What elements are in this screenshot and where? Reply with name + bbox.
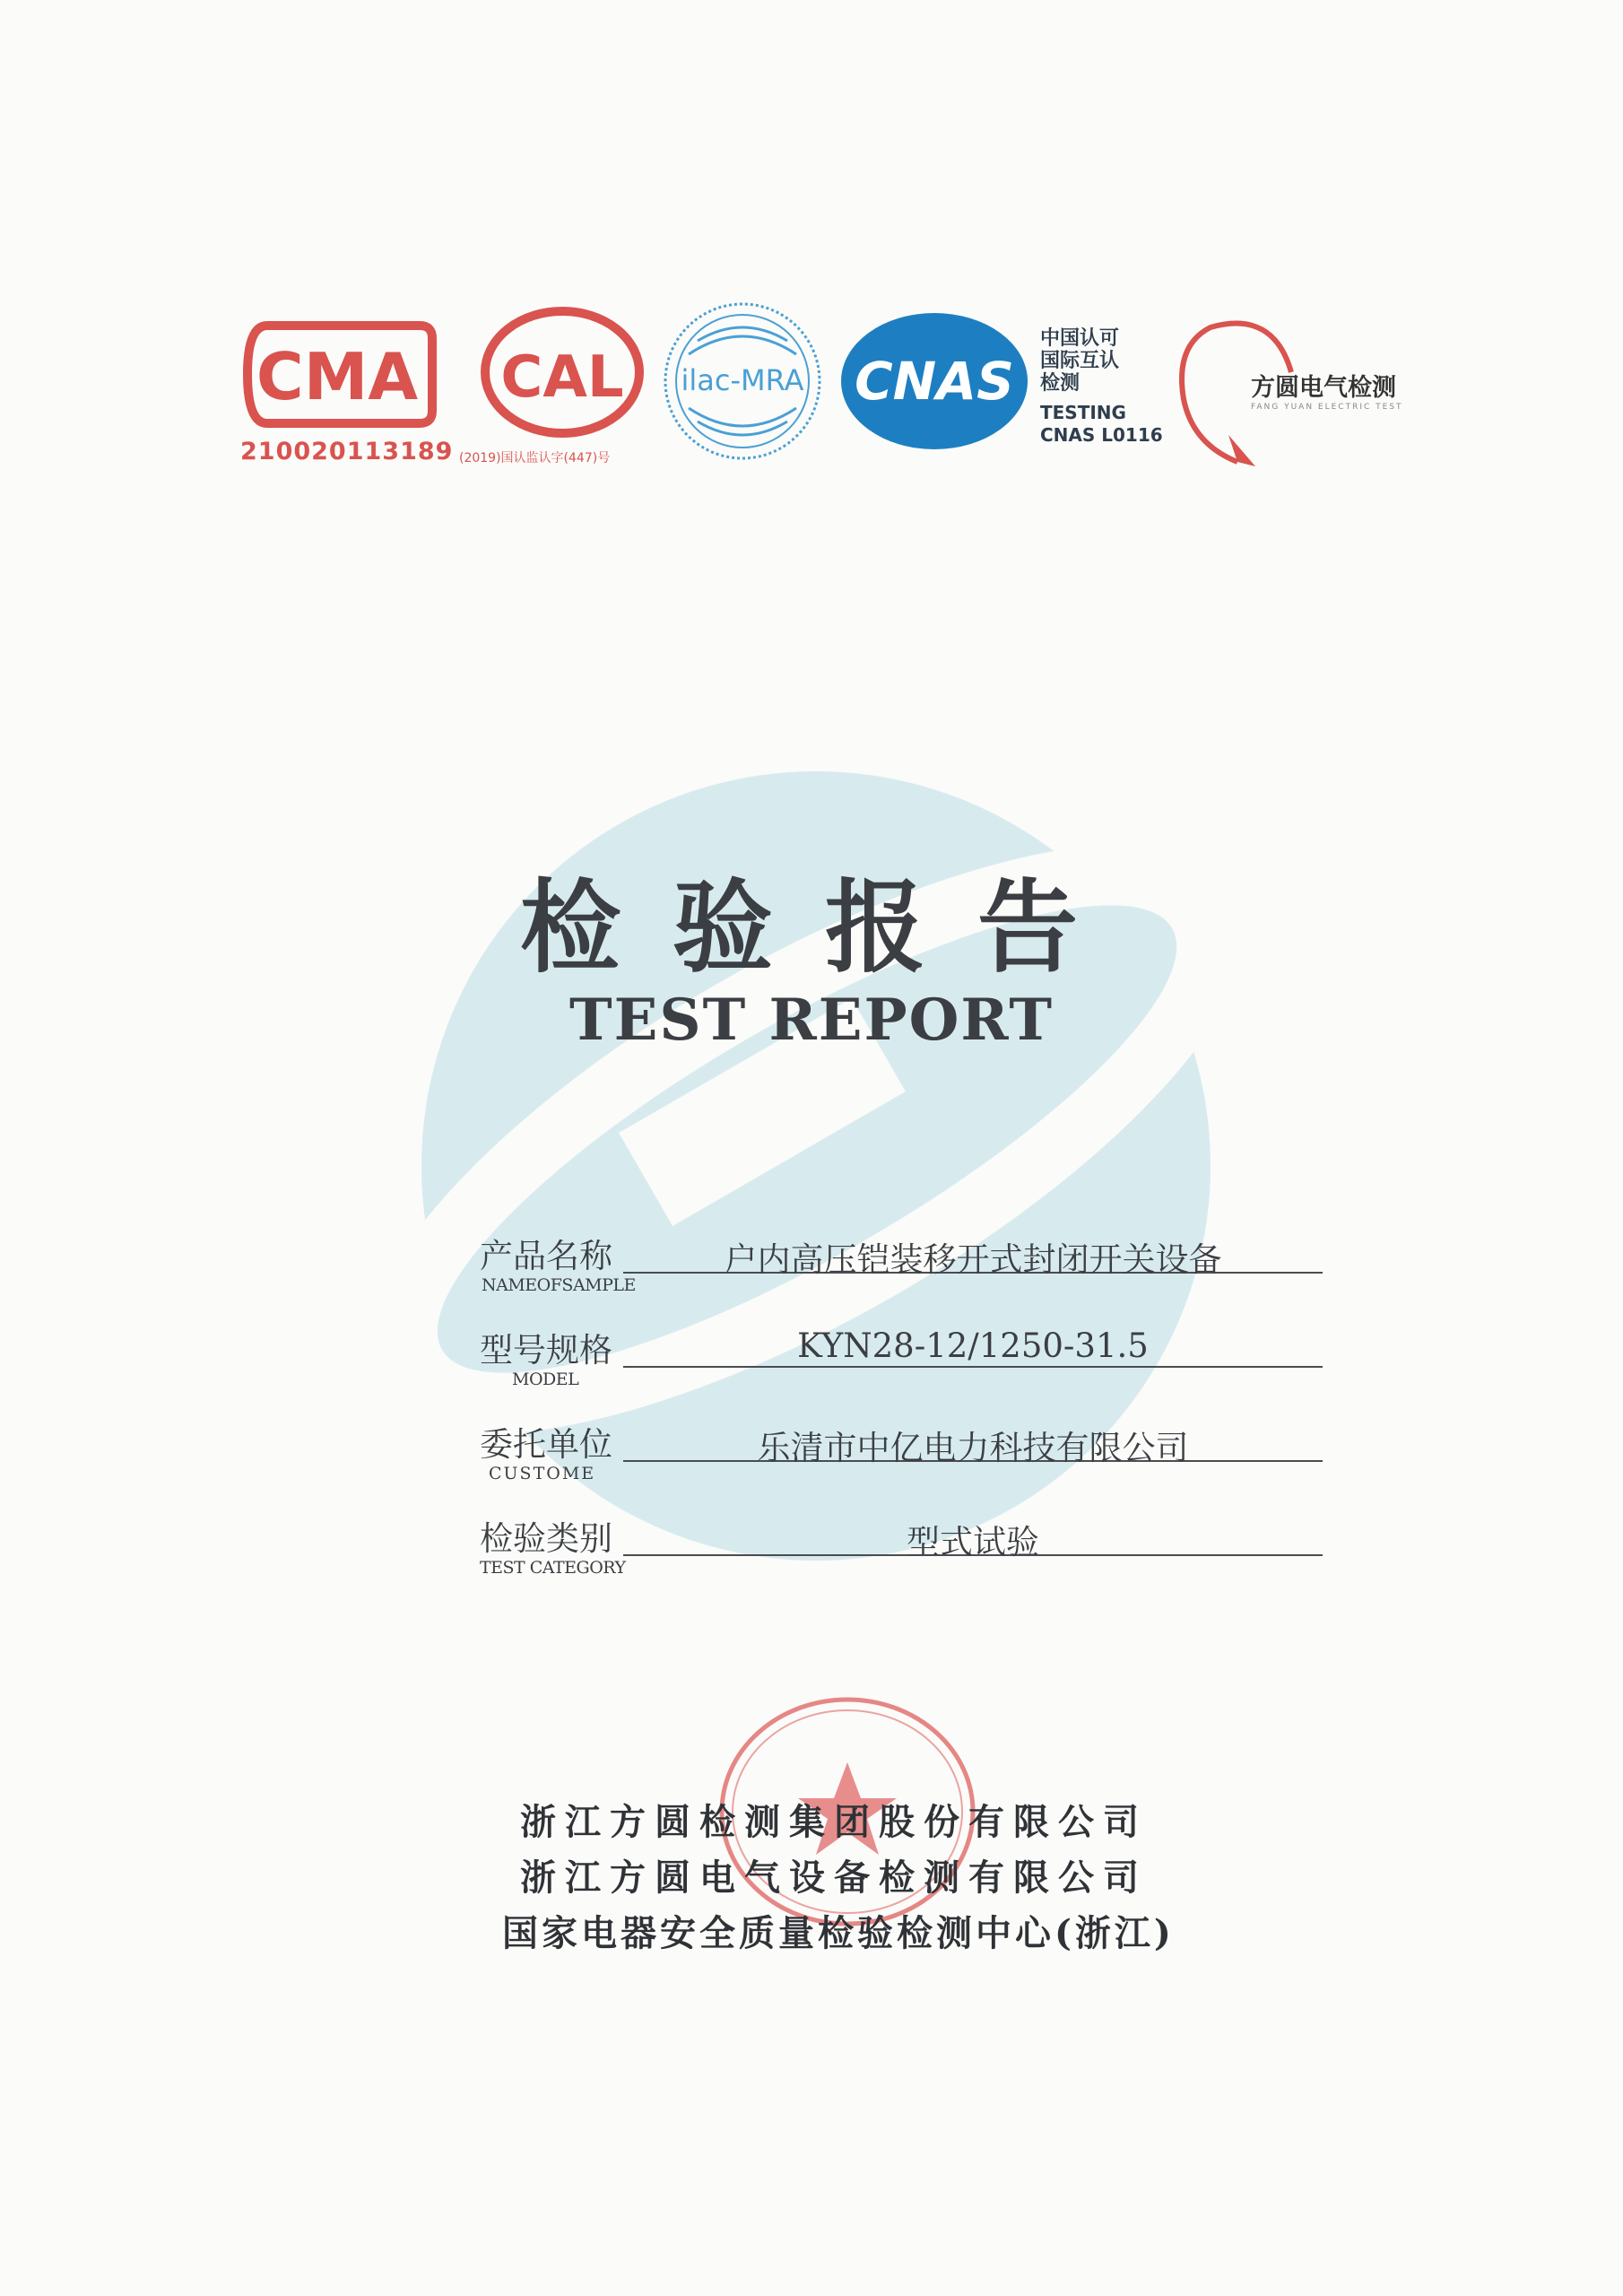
cnas-en-line2: CNAS L0116 — [1040, 424, 1163, 446]
fangyuan-sub: FANG YUAN ELECTRIC TEST — [1251, 403, 1403, 412]
cnas-cn-line3: 检测 — [1040, 372, 1081, 395]
cal-caption: (2019)国认监认字(447)号 — [459, 451, 611, 465]
cnas-cn-line2: 国际互认 — [1040, 350, 1120, 372]
field-model — [480, 1323, 1323, 1404]
field-label-en: NAMEOFSAMPLE — [482, 1275, 636, 1295]
fangyuan-name: 方圆电气检测 — [1251, 374, 1396, 402]
field-value: 型式试验 — [907, 1523, 1039, 1561]
field-label-en: MODEL — [512, 1370, 579, 1389]
cnas-mark: CNAS — [855, 351, 1014, 412]
org-line-3: 国家电器安全质量检验检测中心(浙江) — [502, 1912, 1175, 1954]
ilac-mra-logo — [662, 300, 823, 462]
field-value: 户内高压铠装移开式封闭开关设备 — [724, 1240, 1222, 1279]
field-value: 乐清市中亿电力科技有限公司 — [757, 1429, 1189, 1467]
field-label-cn: 委托单位 — [480, 1425, 612, 1464]
cal-mark: CAL — [500, 344, 624, 411]
field-test-category — [480, 1511, 1323, 1592]
org-line-1: 浙江方圆检测集团股份有限公司 — [520, 1801, 1148, 1843]
underline — [623, 1366, 1323, 1368]
org-line-2: 浙江方圆电气设备检测有限公司 — [520, 1857, 1148, 1899]
field-label-cn: 产品名称 — [480, 1237, 612, 1275]
cnas-logo — [838, 309, 1031, 453]
field-sample-name — [480, 1229, 1323, 1309]
field-label-cn: 检验类别 — [480, 1519, 612, 1558]
ilac-mark: ilac-MRA — [681, 363, 804, 397]
cma-mark: CMA — [256, 339, 419, 414]
cnas-cn-line1: 中国认可 — [1040, 327, 1120, 350]
field-value: KYN28-12/1250-31.5 — [797, 1326, 1149, 1365]
cnas-accreditation-text — [1040, 327, 1163, 447]
field-customer — [480, 1417, 1323, 1498]
field-label-en: TEST CATEGORY — [480, 1558, 626, 1578]
cma-number: 210020113189 — [240, 438, 454, 465]
field-label-en: CUSTOME — [489, 1464, 596, 1483]
cnas-en-line1: TESTING — [1040, 402, 1126, 423]
report-title-en: TEST REPORT — [568, 987, 1055, 1054]
cal-logo — [477, 305, 647, 439]
report-title-cn: 检验报告 — [520, 869, 1130, 987]
field-label-cn: 型号规格 — [480, 1331, 612, 1370]
cma-logo — [240, 318, 439, 430]
